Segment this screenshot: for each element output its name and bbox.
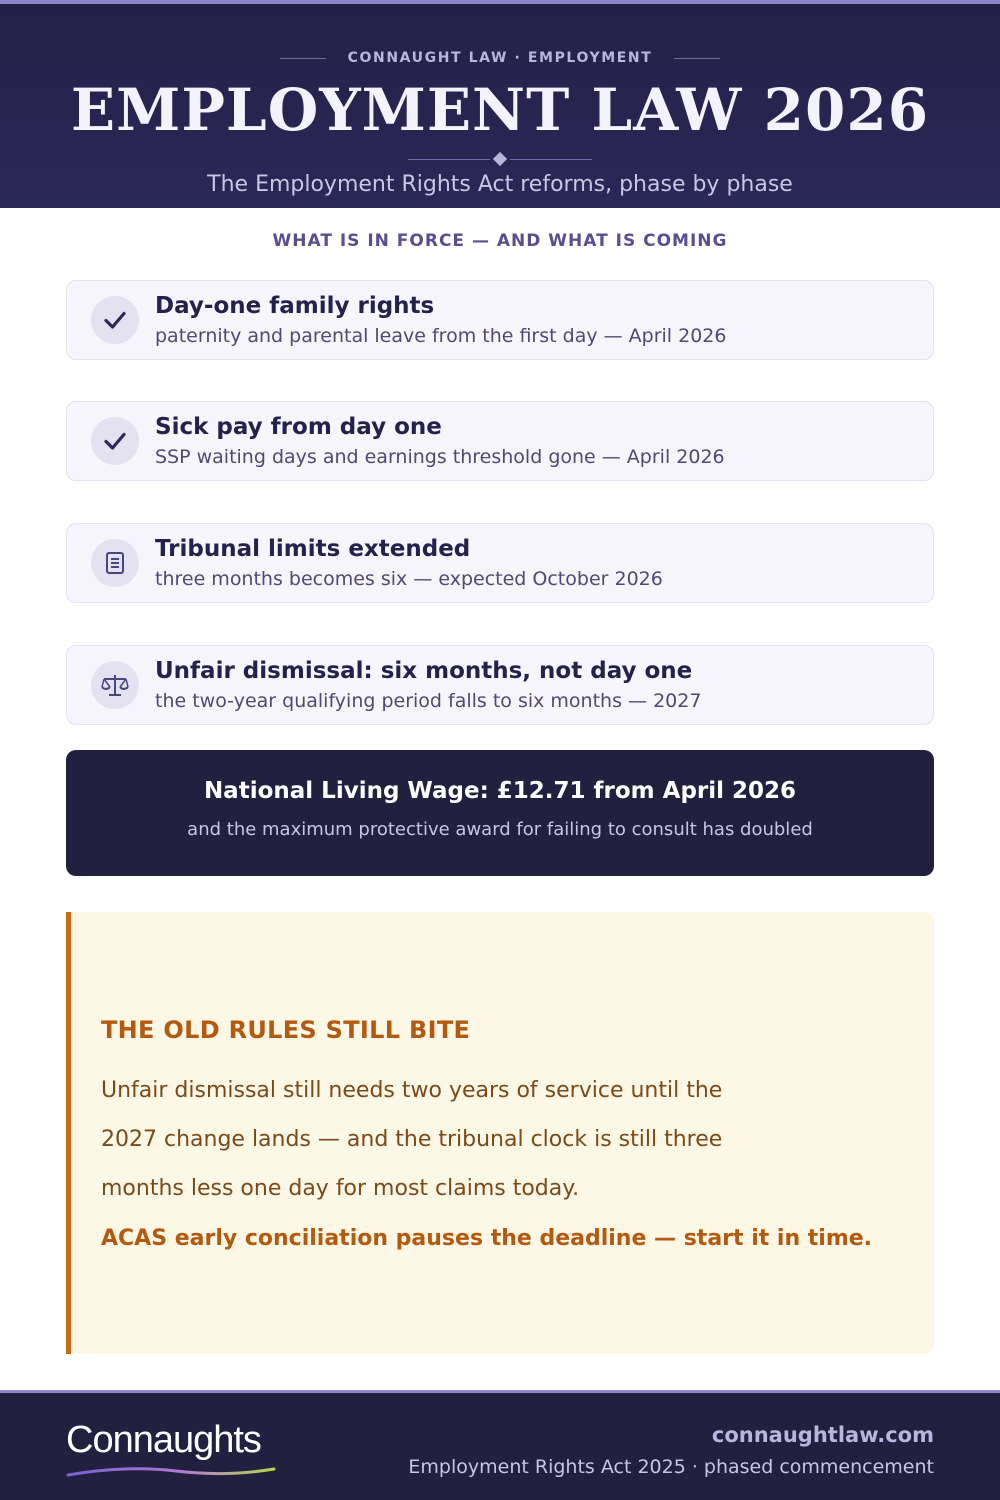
page-title: EMPLOYMENT LAW 2026 (70, 76, 930, 144)
reform-card (66, 523, 934, 603)
reform-card (66, 280, 934, 360)
reform-card (66, 401, 934, 481)
reform-card-title: Tribunal limits extended (155, 536, 471, 562)
check-icon (91, 296, 139, 344)
reform-card-subtitle: paternity and parental leave from the first day — April 2026 (155, 325, 727, 347)
header-banner (0, 0, 1000, 208)
page-subtitle: The Employment Rights Act reforms, phase by phase (207, 172, 793, 197)
wage-banner-subtitle: and the maximum protective award for failing to consult has doubled (187, 819, 813, 840)
reform-card-subtitle: three months becomes six — expected October 2026 (155, 568, 663, 590)
wage-banner (66, 750, 934, 876)
logo-swoosh-icon (66, 1463, 276, 1479)
warning-cta: ACAS early conciliation pauses the deadline — start it in time. (101, 1226, 873, 1251)
reform-card-title: Sick pay from day one (155, 414, 442, 440)
reform-card-title: Unfair dismissal: six months, not day one (155, 658, 693, 684)
wage-banner-title: National Living Wage: £12.71 from April 2026 (203, 778, 797, 804)
section-label: WHAT IS IN FORCE — AND WHAT IS COMING (272, 231, 728, 251)
footer (0, 1390, 1000, 1500)
footer-note: Employment Rights Act 2025 · phased commencement (408, 1456, 934, 1478)
eyebrow-row (0, 50, 1000, 66)
reform-card-subtitle: SSP waiting days and earnings threshold gone — April 2026 (155, 446, 725, 468)
eyebrow-text: CONNAUGHT LAW · EMPLOYMENT (347, 50, 653, 66)
reform-card (66, 645, 934, 725)
logo-wordmark: Connaughts (66, 1419, 261, 1461)
warning-body: Unfair dismissal still needs two years of service until the 2027 change lands — and the tribunal clock is still three months less one day for most claims today. (101, 1078, 723, 1201)
warning-callout (66, 912, 934, 1354)
warning-heading: THE OLD RULES STILL BITE (101, 1016, 471, 1044)
title-ornament (408, 153, 592, 165)
brand-logo (66, 1419, 261, 1462)
eyebrow-rule-left (280, 58, 326, 59)
document-icon (91, 539, 139, 587)
check-icon (91, 417, 139, 465)
eyebrow-rule-right (674, 58, 720, 59)
footer-website-link[interactable]: connaughtlaw.com (711, 1423, 934, 1447)
reform-card-subtitle: the two-year qualifying period falls to six months — 2027 (155, 690, 702, 712)
scales-icon (91, 661, 139, 709)
reform-card-title: Day-one family rights (155, 293, 435, 319)
